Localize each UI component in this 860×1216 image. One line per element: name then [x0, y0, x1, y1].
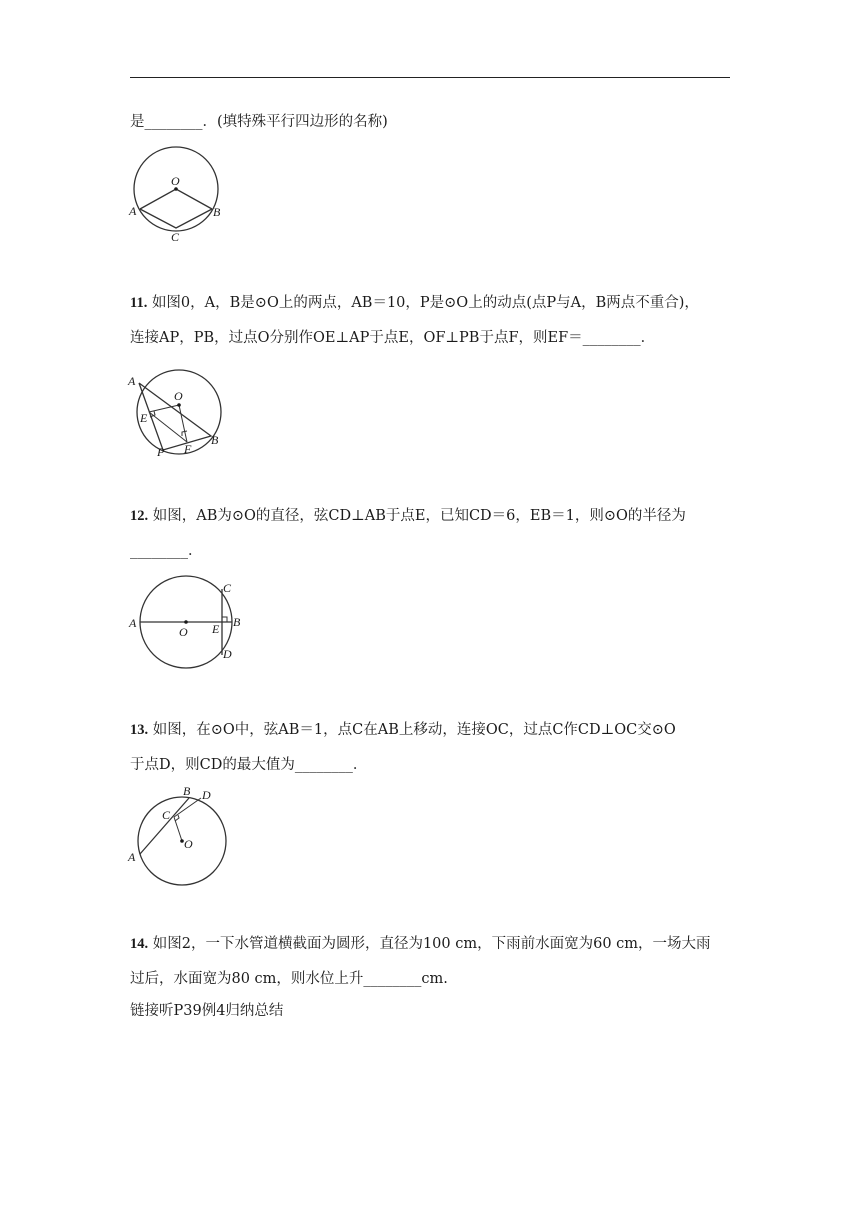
q13-label-d: D: [202, 788, 211, 802]
q11-number: 11.: [130, 295, 148, 311]
q14-line2: 过后，水面宽为80 cm，则水位上升________cm.: [130, 971, 448, 987]
q13-line1: [130, 720, 740, 740]
q12-number: 12.: [130, 508, 149, 524]
q12-label-b: B: [233, 615, 241, 629]
q11-line1: [130, 293, 740, 313]
q11-label-b: B: [211, 433, 219, 447]
q12-label-a: A: [129, 616, 137, 630]
q11-text1: 如图0，A，B是⊙O上的两点，AB＝10，P是⊙O上的动点(点P与A，B两点不重合)，: [151, 295, 699, 311]
footer-note: 链接听P39例4归纳总结: [130, 1003, 284, 1019]
q13-number: 13.: [130, 722, 149, 738]
q12-label-c: C: [223, 581, 232, 595]
q13-label-b: B: [183, 784, 191, 798]
q10-figure: [128, 145, 228, 245]
q10-label-a: A: [129, 204, 137, 218]
q11-label-a: A: [128, 374, 136, 388]
q11-label-o: O: [174, 389, 183, 403]
q10-label-c: C: [171, 230, 180, 244]
q12-label-e: E: [212, 622, 220, 636]
q11-figure: [125, 370, 235, 465]
q13-label-a: A: [128, 850, 136, 864]
q11-label-e: E: [140, 411, 148, 425]
q10-continuation: 是________．(填特殊平行四边形的名称): [130, 114, 388, 130]
q12-figure: [126, 575, 246, 670]
q11-line2: 连接AP，PB，过点O分别作OE⊥AP于点E，OF⊥PB于点F，则EF＝________．: [130, 330, 656, 346]
q11-label-f: F: [184, 442, 192, 456]
q14-text1: 如图2，一下水管道横截面为圆形，直径为100 cm，下雨前水面宽为60 cm，一场大雨: [152, 936, 711, 952]
q13-figure: [126, 784, 236, 889]
q12-text1: 如图，AB为⊙O的直径，弦CD⊥AB于点E，已知CD＝6，EB＝1，则⊙O的半径为: [152, 508, 686, 524]
q12-label-d: D: [223, 647, 232, 661]
q13-label-c: C: [162, 808, 171, 822]
q10-label-b: B: [213, 205, 221, 219]
header-rule: [130, 77, 730, 78]
q13-line2: 于点D，则CD的最大值为________．: [130, 757, 368, 773]
q10-label-o: O: [171, 174, 180, 188]
q14-number: 14.: [130, 936, 149, 952]
q13-text1: 如图，在⊙O中，弦AB＝1，点C在AB上移动，连接OC，过点C作CD⊥OC交⊙O: [152, 722, 676, 738]
q13-label-o: O: [184, 837, 193, 851]
q12-line2: ________．: [130, 543, 203, 559]
q11-label-p: P: [157, 445, 165, 459]
q12-label-o: O: [179, 625, 188, 639]
q14-line1: [130, 934, 740, 954]
q12-line1: [130, 506, 740, 526]
